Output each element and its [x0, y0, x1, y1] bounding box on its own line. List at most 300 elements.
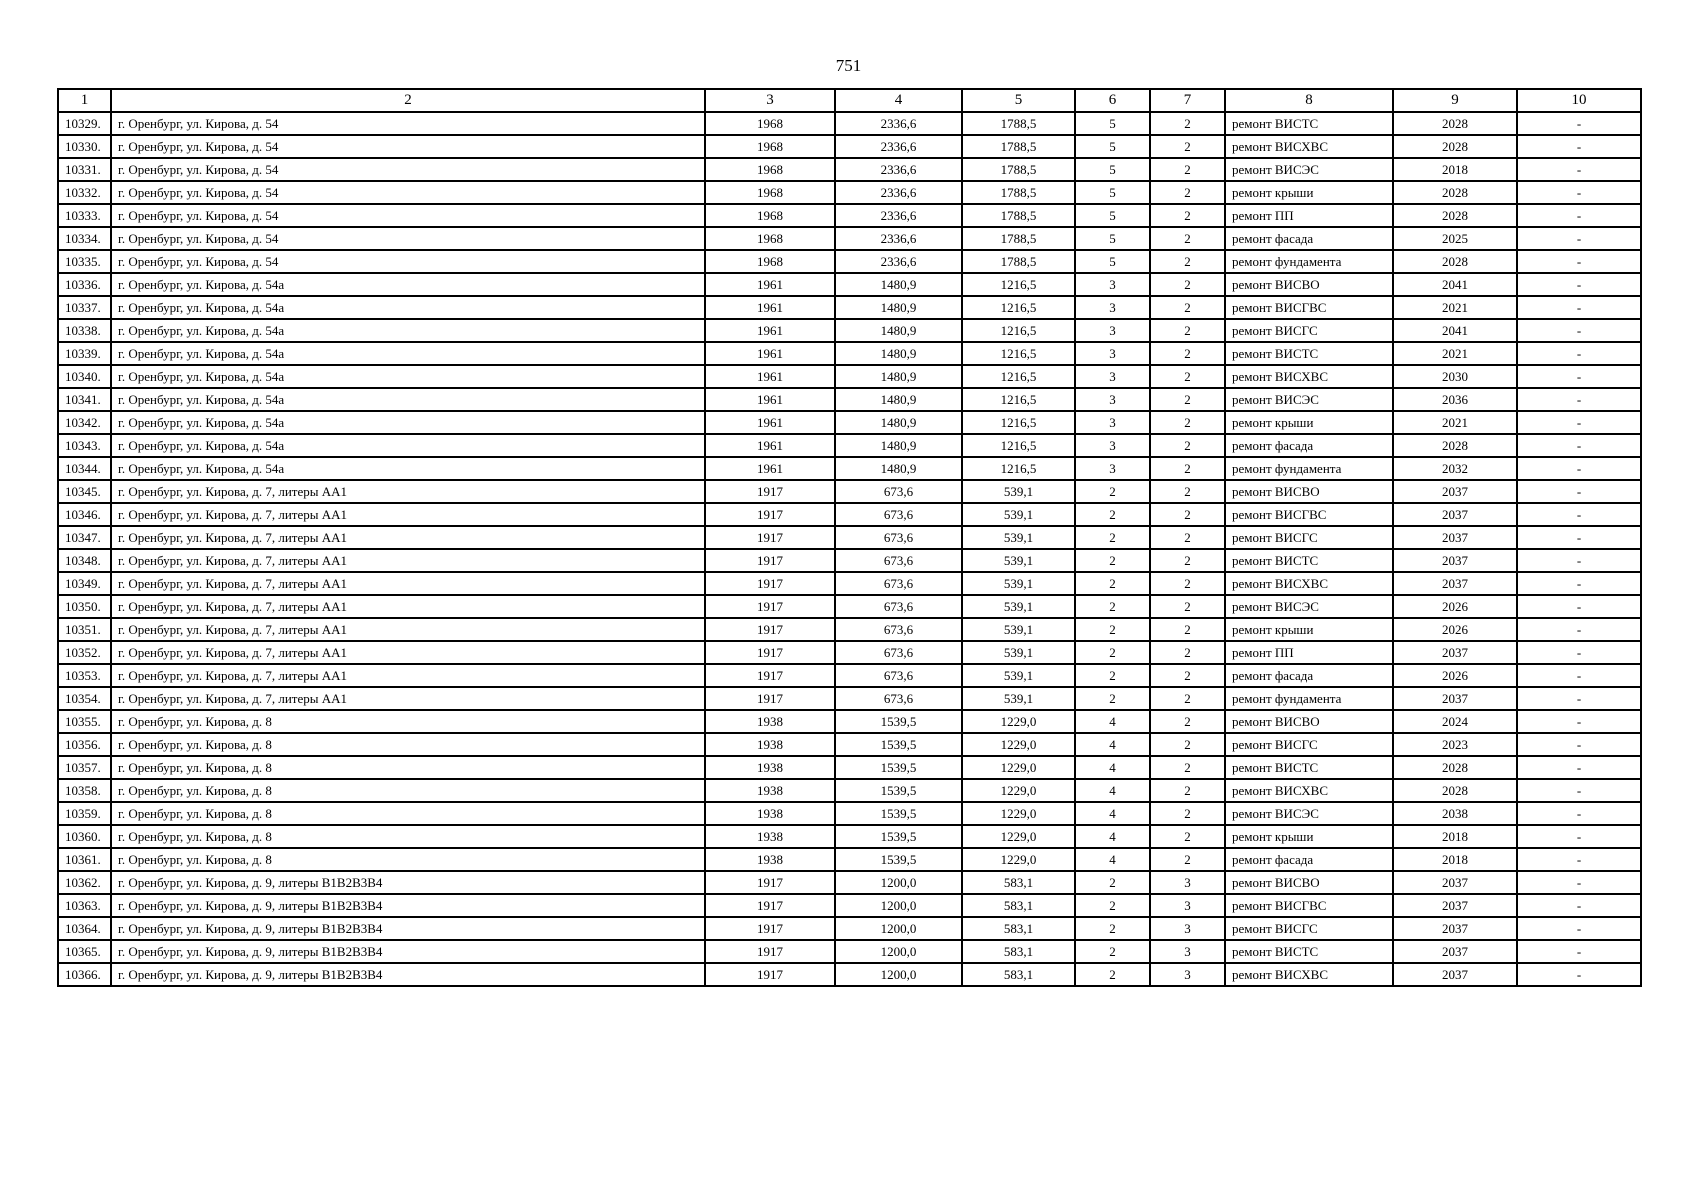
table-row	[58, 434, 1641, 457]
table-row	[58, 618, 1641, 641]
cell-floors: 2	[1075, 480, 1150, 503]
cell-row-number: 10331.	[58, 158, 111, 181]
cell-address: г. Оренбург, ул. Кирова, д. 8	[111, 802, 705, 825]
cell-living-area: 1229,0	[962, 779, 1075, 802]
cell-floors: 4	[1075, 779, 1150, 802]
cell-work-type: ремонт ВИСГС	[1225, 526, 1393, 549]
cell-entrances: 2	[1150, 434, 1225, 457]
column-header-10: 10	[1517, 89, 1641, 112]
table-row	[58, 480, 1641, 503]
cell-note: -	[1517, 802, 1641, 825]
cell-work-type: ремонт ВИСТС	[1225, 549, 1393, 572]
cell-address: г. Оренбург, ул. Кирова, д. 54	[111, 181, 705, 204]
cell-entrances: 2	[1150, 204, 1225, 227]
cell-row-number: 10342.	[58, 411, 111, 434]
cell-entrances: 2	[1150, 181, 1225, 204]
cell-planned-year: 2028	[1393, 779, 1517, 802]
cell-year-built: 1917	[705, 894, 835, 917]
cell-floors: 2	[1075, 871, 1150, 894]
cell-address: г. Оренбург, ул. Кирова, д. 7, литеры АА1	[111, 595, 705, 618]
cell-planned-year: 2037	[1393, 687, 1517, 710]
cell-note: -	[1517, 664, 1641, 687]
column-header-6: 6	[1075, 89, 1150, 112]
cell-total-area: 1480,9	[835, 457, 962, 480]
table-header-row	[58, 89, 1641, 112]
cell-planned-year: 2037	[1393, 503, 1517, 526]
cell-floors: 3	[1075, 411, 1150, 434]
cell-total-area: 673,6	[835, 480, 962, 503]
cell-address: г. Оренбург, ул. Кирова, д. 7, литеры АА1	[111, 618, 705, 641]
cell-floors: 2	[1075, 549, 1150, 572]
cell-row-number: 10359.	[58, 802, 111, 825]
cell-total-area: 1200,0	[835, 894, 962, 917]
cell-address: г. Оренбург, ул. Кирова, д. 54	[111, 112, 705, 135]
cell-note: -	[1517, 480, 1641, 503]
cell-note: -	[1517, 388, 1641, 411]
cell-entrances: 2	[1150, 572, 1225, 595]
cell-entrances: 2	[1150, 664, 1225, 687]
cell-floors: 3	[1075, 457, 1150, 480]
cell-planned-year: 2026	[1393, 664, 1517, 687]
cell-work-type: ремонт ПП	[1225, 204, 1393, 227]
cell-year-built: 1968	[705, 227, 835, 250]
cell-address: г. Оренбург, ул. Кирова, д. 7, литеры АА1	[111, 480, 705, 503]
cell-row-number: 10338.	[58, 319, 111, 342]
cell-work-type: ремонт ВИСХВС	[1225, 779, 1393, 802]
cell-year-built: 1938	[705, 779, 835, 802]
cell-floors: 5	[1075, 135, 1150, 158]
cell-note: -	[1517, 618, 1641, 641]
cell-address: г. Оренбург, ул. Кирова, д. 54а	[111, 457, 705, 480]
cell-year-built: 1917	[705, 871, 835, 894]
cell-total-area: 673,6	[835, 526, 962, 549]
cell-work-type: ремонт ВИСХВС	[1225, 572, 1393, 595]
cell-total-area: 673,6	[835, 503, 962, 526]
cell-address: г. Оренбург, ул. Кирова, д. 54	[111, 204, 705, 227]
cell-entrances: 2	[1150, 250, 1225, 273]
cell-row-number: 10330.	[58, 135, 111, 158]
cell-year-built: 1917	[705, 917, 835, 940]
cell-floors: 3	[1075, 388, 1150, 411]
cell-note: -	[1517, 917, 1641, 940]
cell-note: -	[1517, 526, 1641, 549]
cell-note: -	[1517, 756, 1641, 779]
cell-row-number: 10349.	[58, 572, 111, 595]
cell-work-type: ремонт крыши	[1225, 181, 1393, 204]
cell-note: -	[1517, 572, 1641, 595]
table-row	[58, 158, 1641, 181]
cell-planned-year: 2028	[1393, 135, 1517, 158]
cell-total-area: 1480,9	[835, 411, 962, 434]
cell-total-area: 2336,6	[835, 204, 962, 227]
cell-entrances: 3	[1150, 894, 1225, 917]
cell-year-built: 1968	[705, 181, 835, 204]
cell-planned-year: 2030	[1393, 365, 1517, 388]
cell-work-type: ремонт ВИСХВС	[1225, 135, 1393, 158]
cell-planned-year: 2032	[1393, 457, 1517, 480]
cell-planned-year: 2037	[1393, 940, 1517, 963]
cell-total-area: 673,6	[835, 572, 962, 595]
cell-work-type: ремонт ВИСГВС	[1225, 503, 1393, 526]
cell-note: -	[1517, 779, 1641, 802]
cell-address: г. Оренбург, ул. Кирова, д. 8	[111, 756, 705, 779]
cell-entrances: 3	[1150, 963, 1225, 986]
cell-work-type: ремонт ВИСВО	[1225, 273, 1393, 296]
cell-living-area: 1216,5	[962, 388, 1075, 411]
cell-entrances: 2	[1150, 457, 1225, 480]
table-row	[58, 963, 1641, 986]
cell-total-area: 1539,5	[835, 779, 962, 802]
table-row	[58, 848, 1641, 871]
cell-living-area: 539,1	[962, 641, 1075, 664]
cell-address: г. Оренбург, ул. Кирова, д. 7, литеры АА1	[111, 503, 705, 526]
table-row	[58, 825, 1641, 848]
cell-row-number: 10334.	[58, 227, 111, 250]
cell-living-area: 1788,5	[962, 181, 1075, 204]
cell-entrances: 2	[1150, 296, 1225, 319]
cell-living-area: 539,1	[962, 480, 1075, 503]
cell-living-area: 1788,5	[962, 112, 1075, 135]
cell-living-area: 1788,5	[962, 227, 1075, 250]
cell-address: г. Оренбург, ул. Кирова, д. 54а	[111, 319, 705, 342]
cell-year-built: 1917	[705, 687, 835, 710]
cell-work-type: ремонт ВИСГС	[1225, 733, 1393, 756]
cell-total-area: 2336,6	[835, 112, 962, 135]
cell-row-number: 10343.	[58, 434, 111, 457]
cell-planned-year: 2037	[1393, 572, 1517, 595]
cell-floors: 2	[1075, 963, 1150, 986]
cell-living-area: 1229,0	[962, 802, 1075, 825]
table-row	[58, 526, 1641, 549]
cell-year-built: 1917	[705, 963, 835, 986]
cell-planned-year: 2037	[1393, 917, 1517, 940]
cell-total-area: 2336,6	[835, 250, 962, 273]
cell-living-area: 1788,5	[962, 250, 1075, 273]
cell-row-number: 10339.	[58, 342, 111, 365]
table-row	[58, 940, 1641, 963]
cell-year-built: 1938	[705, 825, 835, 848]
cell-total-area: 2336,6	[835, 158, 962, 181]
cell-total-area: 673,6	[835, 641, 962, 664]
cell-address: г. Оренбург, ул. Кирова, д. 54	[111, 135, 705, 158]
cell-address: г. Оренбург, ул. Кирова, д. 8	[111, 779, 705, 802]
cell-planned-year: 2021	[1393, 296, 1517, 319]
cell-planned-year: 2037	[1393, 641, 1517, 664]
cell-work-type: ремонт ВИСХВС	[1225, 963, 1393, 986]
cell-floors: 2	[1075, 664, 1150, 687]
cell-total-area: 673,6	[835, 664, 962, 687]
cell-living-area: 1216,5	[962, 319, 1075, 342]
cell-work-type: ремонт ВИСЭС	[1225, 802, 1393, 825]
cell-planned-year: 2037	[1393, 894, 1517, 917]
cell-work-type: ремонт ВИСЭС	[1225, 158, 1393, 181]
table-row	[58, 112, 1641, 135]
cell-note: -	[1517, 250, 1641, 273]
cell-address: г. Оренбург, ул. Кирова, д. 9, литеры В1В2В3В4	[111, 917, 705, 940]
cell-planned-year: 2028	[1393, 756, 1517, 779]
cell-address: г. Оренбург, ул. Кирова, д. 7, литеры АА1	[111, 664, 705, 687]
cell-living-area: 1788,5	[962, 204, 1075, 227]
cell-planned-year: 2036	[1393, 388, 1517, 411]
cell-note: -	[1517, 871, 1641, 894]
cell-row-number: 10364.	[58, 917, 111, 940]
table-row	[58, 250, 1641, 273]
cell-note: -	[1517, 273, 1641, 296]
cell-total-area: 2336,6	[835, 135, 962, 158]
table-row	[58, 457, 1641, 480]
column-header-5: 5	[962, 89, 1075, 112]
cell-entrances: 2	[1150, 411, 1225, 434]
cell-row-number: 10355.	[58, 710, 111, 733]
cell-total-area: 1200,0	[835, 963, 962, 986]
cell-living-area: 583,1	[962, 940, 1075, 963]
cell-work-type: ремонт ВИСТС	[1225, 342, 1393, 365]
cell-work-type: ремонт фундамента	[1225, 687, 1393, 710]
cell-floors: 4	[1075, 756, 1150, 779]
cell-row-number: 10363.	[58, 894, 111, 917]
cell-row-number: 10335.	[58, 250, 111, 273]
cell-row-number: 10347.	[58, 526, 111, 549]
cell-note: -	[1517, 434, 1641, 457]
cell-row-number: 10356.	[58, 733, 111, 756]
cell-total-area: 673,6	[835, 687, 962, 710]
cell-entrances: 2	[1150, 112, 1225, 135]
cell-entrances: 2	[1150, 848, 1225, 871]
cell-address: г. Оренбург, ул. Кирова, д. 54	[111, 250, 705, 273]
cell-address: г. Оренбург, ул. Кирова, д. 54а	[111, 296, 705, 319]
cell-floors: 2	[1075, 940, 1150, 963]
table-row	[58, 710, 1641, 733]
cell-total-area: 1200,0	[835, 917, 962, 940]
table-row	[58, 204, 1641, 227]
cell-total-area: 1480,9	[835, 434, 962, 457]
cell-note: -	[1517, 894, 1641, 917]
cell-entrances: 2	[1150, 733, 1225, 756]
column-header-7: 7	[1150, 89, 1225, 112]
cell-note: -	[1517, 411, 1641, 434]
cell-year-built: 1968	[705, 112, 835, 135]
cell-year-built: 1968	[705, 250, 835, 273]
cell-total-area: 1539,5	[835, 825, 962, 848]
cell-row-number: 10350.	[58, 595, 111, 618]
table-row	[58, 802, 1641, 825]
cell-year-built: 1968	[705, 158, 835, 181]
cell-living-area: 583,1	[962, 871, 1075, 894]
column-header-1: 1	[58, 89, 111, 112]
cell-floors: 4	[1075, 802, 1150, 825]
table-row	[58, 227, 1641, 250]
cell-floors: 2	[1075, 572, 1150, 595]
cell-row-number: 10344.	[58, 457, 111, 480]
cell-entrances: 2	[1150, 273, 1225, 296]
cell-total-area: 1539,5	[835, 848, 962, 871]
cell-total-area: 1539,5	[835, 756, 962, 779]
cell-floors: 2	[1075, 687, 1150, 710]
cell-year-built: 1917	[705, 572, 835, 595]
cell-living-area: 1229,0	[962, 825, 1075, 848]
cell-entrances: 2	[1150, 641, 1225, 664]
column-header-2: 2	[111, 89, 705, 112]
cell-living-area: 1229,0	[962, 756, 1075, 779]
cell-total-area: 673,6	[835, 595, 962, 618]
page-number: 751	[835, 56, 862, 75]
cell-row-number: 10345.	[58, 480, 111, 503]
cell-floors: 3	[1075, 365, 1150, 388]
cell-row-number: 10353.	[58, 664, 111, 687]
cell-planned-year: 2018	[1393, 848, 1517, 871]
cell-row-number: 10346.	[58, 503, 111, 526]
cell-address: г. Оренбург, ул. Кирова, д. 9, литеры В1В2В3В4	[111, 963, 705, 986]
cell-year-built: 1917	[705, 549, 835, 572]
table-row	[58, 365, 1641, 388]
cell-year-built: 1961	[705, 296, 835, 319]
cell-address: г. Оренбург, ул. Кирова, д. 8	[111, 825, 705, 848]
cell-work-type: ремонт фундамента	[1225, 457, 1393, 480]
cell-note: -	[1517, 204, 1641, 227]
cell-entrances: 2	[1150, 526, 1225, 549]
cell-year-built: 1917	[705, 503, 835, 526]
cell-living-area: 539,1	[962, 503, 1075, 526]
cell-entrances: 3	[1150, 871, 1225, 894]
cell-living-area: 583,1	[962, 963, 1075, 986]
cell-work-type: ремонт ВИСГС	[1225, 319, 1393, 342]
cell-entrances: 3	[1150, 940, 1225, 963]
cell-floors: 4	[1075, 733, 1150, 756]
cell-year-built: 1961	[705, 411, 835, 434]
cell-planned-year: 2021	[1393, 411, 1517, 434]
cell-planned-year: 2026	[1393, 595, 1517, 618]
cell-note: -	[1517, 158, 1641, 181]
cell-work-type: ремонт фасада	[1225, 664, 1393, 687]
cell-total-area: 1539,5	[835, 802, 962, 825]
cell-living-area: 1229,0	[962, 848, 1075, 871]
table-row	[58, 733, 1641, 756]
cell-total-area: 1480,9	[835, 319, 962, 342]
cell-floors: 3	[1075, 296, 1150, 319]
cell-work-type: ремонт фасада	[1225, 434, 1393, 457]
cell-row-number: 10352.	[58, 641, 111, 664]
cell-living-area: 1788,5	[962, 135, 1075, 158]
cell-total-area: 2336,6	[835, 181, 962, 204]
cell-floors: 4	[1075, 825, 1150, 848]
cell-row-number: 10358.	[58, 779, 111, 802]
cell-work-type: ремонт крыши	[1225, 411, 1393, 434]
cell-floors: 4	[1075, 848, 1150, 871]
cell-entrances: 2	[1150, 158, 1225, 181]
cell-entrances: 3	[1150, 917, 1225, 940]
cell-living-area: 539,1	[962, 572, 1075, 595]
table-row	[58, 687, 1641, 710]
cell-address: г. Оренбург, ул. Кирова, д. 54а	[111, 365, 705, 388]
cell-row-number: 10365.	[58, 940, 111, 963]
cell-year-built: 1917	[705, 595, 835, 618]
table-row	[58, 664, 1641, 687]
cell-entrances: 2	[1150, 710, 1225, 733]
repair-schedule-table	[57, 88, 1642, 987]
cell-entrances: 2	[1150, 802, 1225, 825]
cell-row-number: 10348.	[58, 549, 111, 572]
cell-living-area: 1229,0	[962, 710, 1075, 733]
cell-floors: 2	[1075, 503, 1150, 526]
table-row	[58, 595, 1641, 618]
cell-address: г. Оренбург, ул. Кирова, д. 54а	[111, 388, 705, 411]
cell-row-number: 10361.	[58, 848, 111, 871]
cell-total-area: 1480,9	[835, 365, 962, 388]
cell-entrances: 2	[1150, 756, 1225, 779]
cell-work-type: ремонт фасада	[1225, 227, 1393, 250]
cell-total-area: 673,6	[835, 549, 962, 572]
cell-living-area: 1216,5	[962, 365, 1075, 388]
column-header-8: 8	[1225, 89, 1393, 112]
cell-living-area: 539,1	[962, 687, 1075, 710]
cell-planned-year: 2037	[1393, 549, 1517, 572]
cell-planned-year: 2021	[1393, 342, 1517, 365]
table-row	[58, 641, 1641, 664]
cell-address: г. Оренбург, ул. Кирова, д. 9, литеры В1В2В3В4	[111, 871, 705, 894]
cell-floors: 2	[1075, 894, 1150, 917]
cell-note: -	[1517, 135, 1641, 158]
cell-total-area: 1480,9	[835, 388, 962, 411]
cell-work-type: ремонт ВИСТС	[1225, 756, 1393, 779]
cell-floors: 5	[1075, 158, 1150, 181]
cell-living-area: 539,1	[962, 618, 1075, 641]
cell-total-area: 1480,9	[835, 342, 962, 365]
table-row	[58, 549, 1641, 572]
cell-living-area: 1216,5	[962, 273, 1075, 296]
table-row	[58, 296, 1641, 319]
cell-work-type: ремонт фасада	[1225, 848, 1393, 871]
cell-year-built: 1917	[705, 526, 835, 549]
cell-row-number: 10360.	[58, 825, 111, 848]
cell-floors: 2	[1075, 595, 1150, 618]
cell-address: г. Оренбург, ул. Кирова, д. 7, литеры АА1	[111, 526, 705, 549]
cell-entrances: 2	[1150, 388, 1225, 411]
table-body	[58, 112, 1641, 986]
cell-living-area: 539,1	[962, 664, 1075, 687]
cell-note: -	[1517, 595, 1641, 618]
cell-floors: 2	[1075, 917, 1150, 940]
cell-work-type: ремонт ПП	[1225, 641, 1393, 664]
cell-year-built: 1961	[705, 457, 835, 480]
cell-year-built: 1961	[705, 319, 835, 342]
cell-note: -	[1517, 687, 1641, 710]
cell-note: -	[1517, 848, 1641, 871]
cell-note: -	[1517, 112, 1641, 135]
cell-row-number: 10351.	[58, 618, 111, 641]
cell-entrances: 2	[1150, 480, 1225, 503]
cell-floors: 5	[1075, 181, 1150, 204]
cell-floors: 2	[1075, 618, 1150, 641]
table-row	[58, 894, 1641, 917]
cell-living-area: 1216,5	[962, 296, 1075, 319]
cell-year-built: 1917	[705, 641, 835, 664]
table-row	[58, 388, 1641, 411]
table-row	[58, 273, 1641, 296]
cell-entrances: 2	[1150, 227, 1225, 250]
cell-work-type: ремонт ВИСЭС	[1225, 595, 1393, 618]
cell-work-type: ремонт ВИСЭС	[1225, 388, 1393, 411]
column-header-3: 3	[705, 89, 835, 112]
table-row	[58, 411, 1641, 434]
cell-planned-year: 2028	[1393, 181, 1517, 204]
cell-entrances: 2	[1150, 687, 1225, 710]
cell-work-type: ремонт крыши	[1225, 825, 1393, 848]
cell-entrances: 2	[1150, 342, 1225, 365]
cell-planned-year: 2024	[1393, 710, 1517, 733]
cell-planned-year: 2038	[1393, 802, 1517, 825]
cell-total-area: 1539,5	[835, 733, 962, 756]
cell-year-built: 1917	[705, 664, 835, 687]
